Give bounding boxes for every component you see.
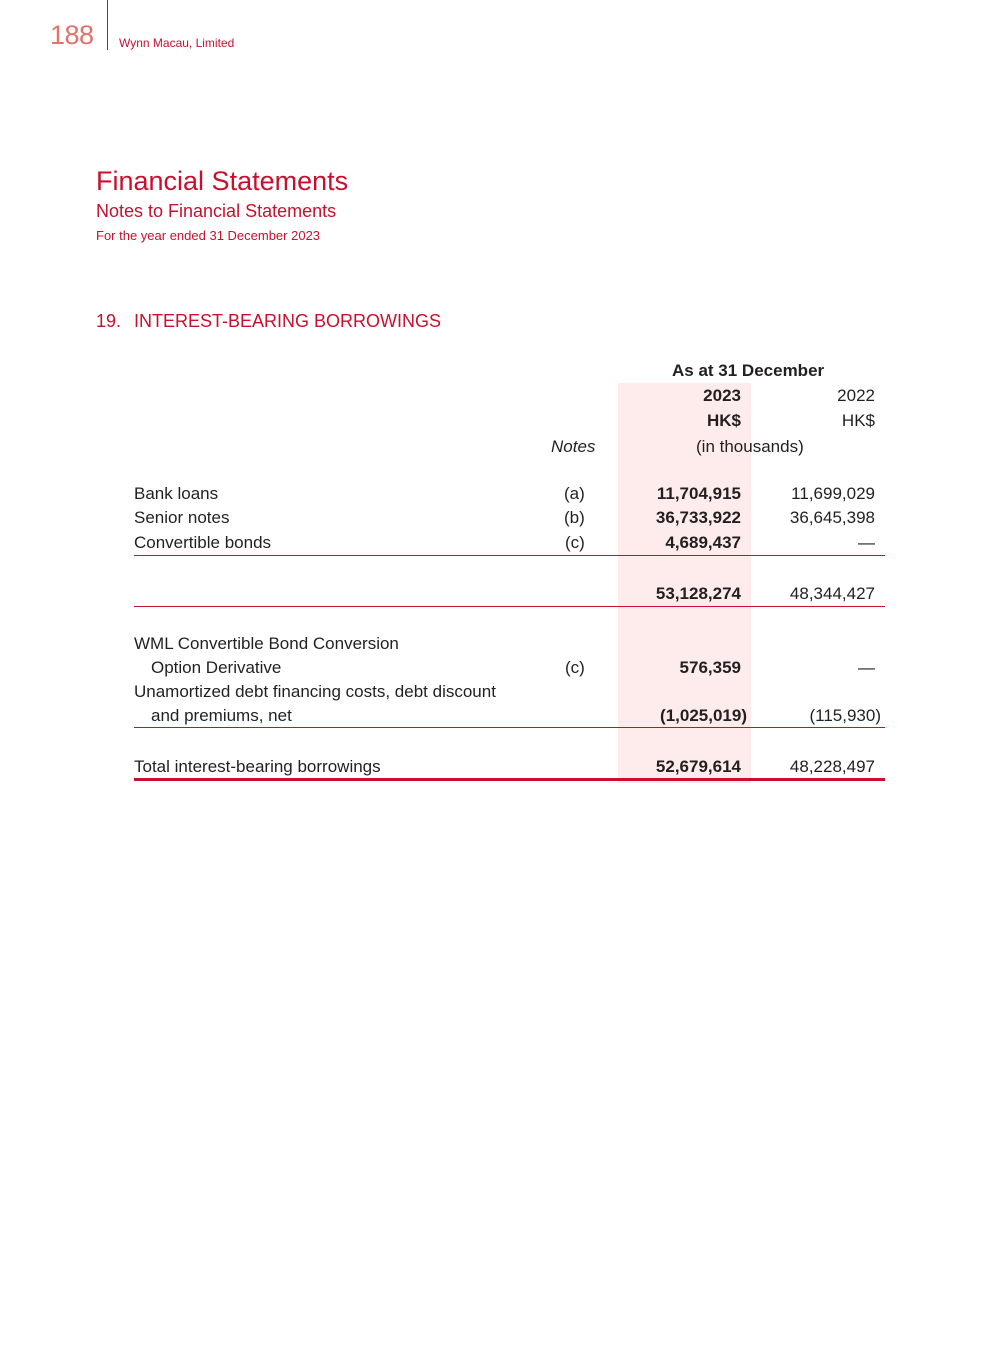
row-value-2023: 36,733,922 bbox=[655, 508, 741, 527]
subtotal-2023: 53,128,274 bbox=[655, 584, 741, 603]
section-number: 19. bbox=[96, 311, 122, 331]
row-value-2022: — bbox=[858, 533, 875, 552]
total-label: Total interest-bearing borrowings bbox=[134, 757, 381, 776]
section-title: INTEREST-BEARING BORROWINGS bbox=[134, 311, 442, 331]
row-value-2023: 11,704,915 bbox=[656, 484, 741, 503]
row-value-2022: 11,699,029 bbox=[791, 484, 875, 503]
section-heading bbox=[96, 311, 441, 332]
document-subtitle: Notes to Financial Statements bbox=[96, 201, 337, 221]
row-label: Convertible bonds bbox=[134, 533, 272, 552]
page-number: 188 bbox=[50, 20, 94, 50]
notes-header: Notes bbox=[551, 437, 596, 456]
row-value-2023: 4,689,437 bbox=[665, 533, 741, 552]
row-label-continued: Option Derivative bbox=[151, 658, 282, 677]
row-value-2022: (115,930) bbox=[809, 706, 881, 725]
rule-divider bbox=[134, 555, 885, 556]
unit-label: (in thousands) bbox=[696, 437, 804, 456]
row-value-2022: — bbox=[858, 658, 875, 677]
row-label: Bank loans bbox=[134, 484, 219, 503]
row-note: (c) bbox=[565, 658, 585, 677]
row-note: (a) bbox=[564, 484, 585, 503]
total-2023: 52,679,614 bbox=[655, 757, 741, 776]
group-header: As at 31 December bbox=[672, 361, 825, 380]
row-label-continued: and premiums, net bbox=[151, 706, 292, 725]
col-header-2022: 2022 bbox=[837, 386, 875, 405]
company-name: Wynn Macau, Limited bbox=[119, 36, 235, 50]
currency-2022: HK$ bbox=[841, 411, 875, 430]
row-label: WML Convertible Bond Conversion bbox=[134, 634, 399, 653]
total-2022: 48,228,497 bbox=[789, 757, 875, 776]
row-value-2023: (1,025,019) bbox=[660, 706, 747, 725]
row-label: Senior notes bbox=[134, 508, 230, 527]
row-note: (b) bbox=[564, 508, 585, 527]
document-title: Financial Statements bbox=[96, 166, 349, 196]
header-divider bbox=[107, 0, 108, 50]
rule-divider bbox=[134, 606, 885, 607]
currency-2023: HK$ bbox=[706, 411, 741, 430]
col-header-2023: 2023 bbox=[703, 386, 741, 405]
document-period: For the year ended 31 December 2023 bbox=[96, 228, 321, 243]
row-value-2023: 576,359 bbox=[679, 658, 741, 677]
row-label: Unamortized debt financing costs, debt discount bbox=[134, 682, 496, 701]
subtotal-2022: 48,344,427 bbox=[789, 584, 875, 603]
rule-total bbox=[134, 778, 885, 781]
row-value-2022: 36,645,398 bbox=[789, 508, 875, 527]
rule-divider bbox=[134, 727, 885, 728]
row-note: (c) bbox=[565, 533, 585, 552]
